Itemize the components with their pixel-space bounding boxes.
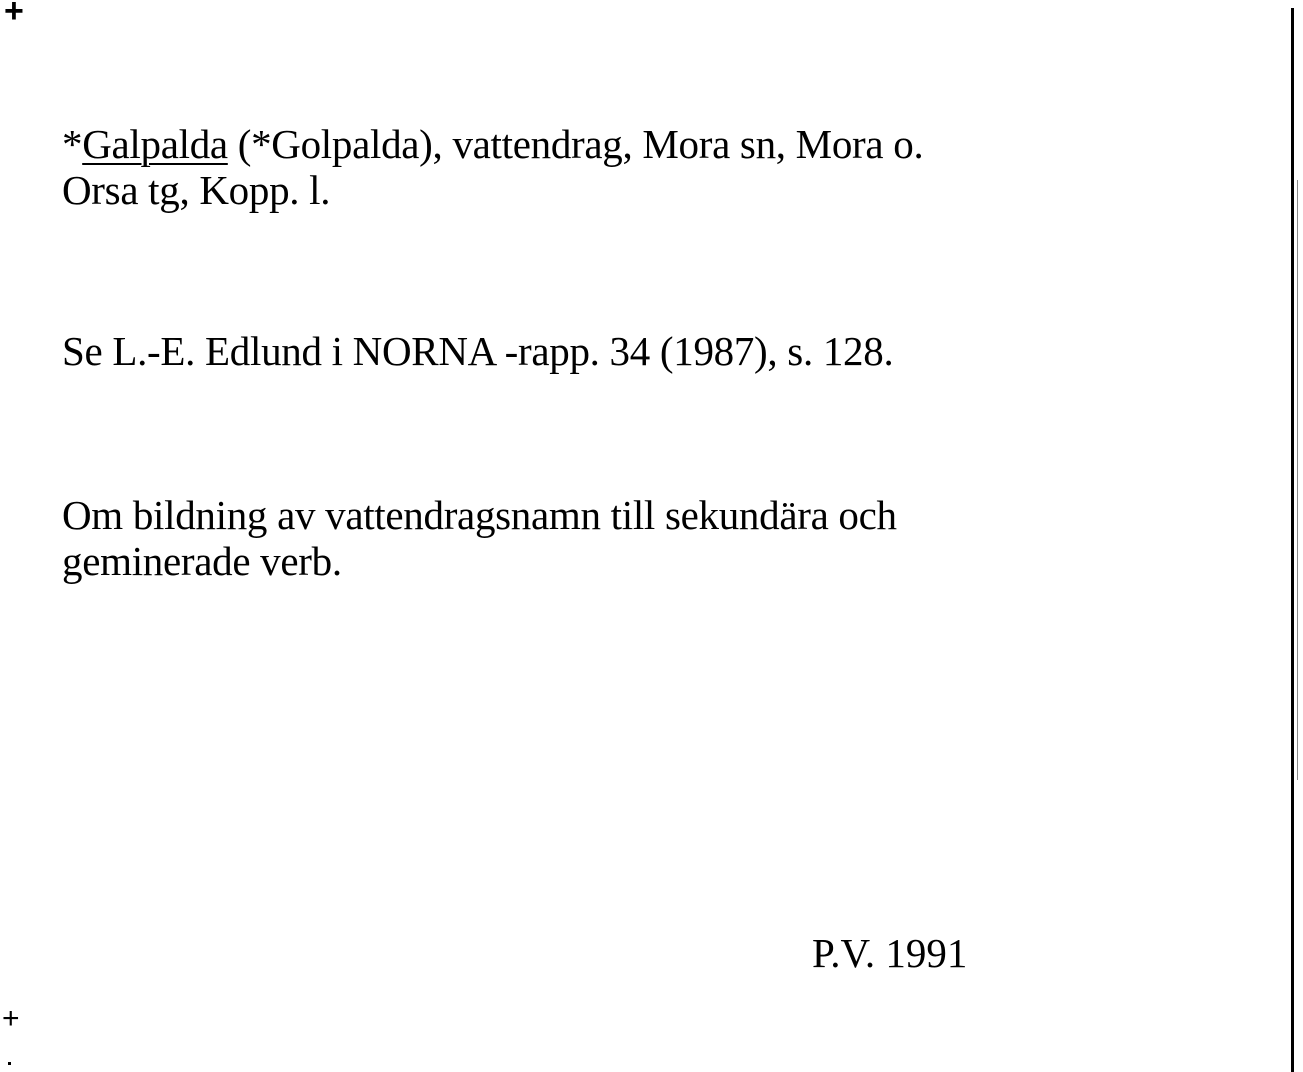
card-right-edge-shadow — [1297, 180, 1298, 780]
entry-headword: Galpalda — [82, 121, 228, 167]
reference-line-1: Se L.-E. Edlund i NORNA -rapp. 34 (1987), s. 128. — [62, 328, 894, 374]
note-line-1: Om bildning av vattendragsnamn till sekundära och — [62, 492, 897, 538]
signature: P.V. 1991 — [812, 930, 968, 976]
crop-mark-top: + — [4, 0, 24, 30]
entry-line-1-rest: (*Golpalda), vattendrag, Mora sn, Mora o. — [227, 121, 924, 167]
entry-prefix: * — [62, 121, 83, 167]
scan-speck — [8, 1062, 11, 1065]
entry-paragraph — [62, 121, 923, 213]
note-line-2: geminerade verb. — [62, 538, 342, 584]
note-paragraph — [62, 492, 897, 584]
entry-line-1 — [62, 121, 923, 167]
entry-line-2: Orsa tg, Kopp. l. — [62, 167, 331, 213]
reference-paragraph — [62, 328, 893, 374]
crop-mark-bottom: + — [2, 1002, 20, 1035]
card-right-edge — [1291, 8, 1294, 1072]
